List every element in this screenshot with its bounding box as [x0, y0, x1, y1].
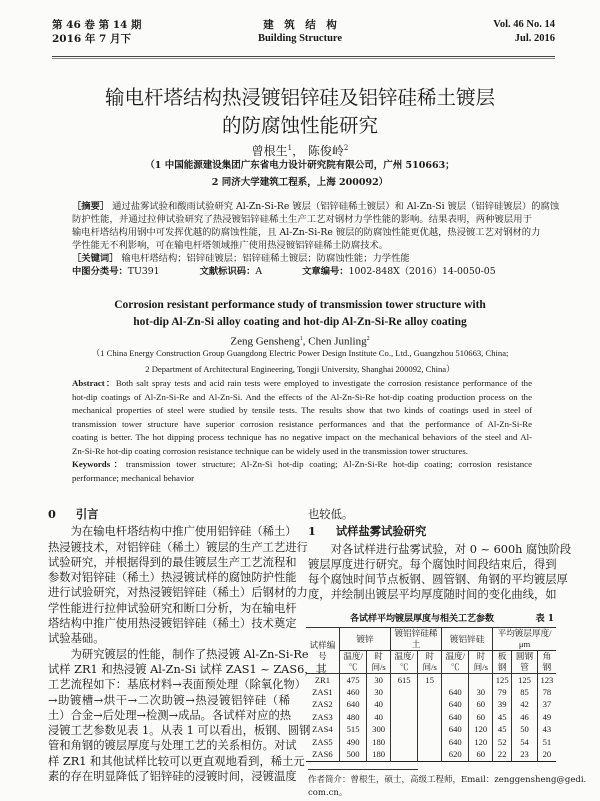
table-cell: 620 [442, 749, 469, 762]
footnote-rule [308, 769, 418, 770]
article-no: 1002-848X（2016）14-0050-05 [348, 266, 496, 277]
table-cell: 640 [339, 699, 366, 712]
clc: TU391 [127, 266, 160, 277]
title-line: 输电杆塔结构热浸镀铝锌硅及铝锌硅稀土镀层 [104, 86, 495, 109]
table-cell [442, 674, 469, 687]
footnote [308, 774, 587, 800]
paper-title [0, 84, 600, 140]
table-cell [390, 736, 417, 749]
clc-label: 中图分类号： [72, 266, 128, 277]
doc-code: A [255, 266, 263, 277]
table-cell: 37 [537, 699, 556, 712]
keywords-en: transmission tower structure; Al-Zn-Si hot-dip coating; Al-Zn-Si-Re hot-dip coating; corrosion resistance [126, 459, 532, 469]
table-cell: 30 [469, 686, 493, 699]
author-en: Chen Junling [308, 335, 367, 348]
table-cell: 460 [339, 686, 366, 699]
table-cell: 640 [442, 686, 469, 699]
abstract-label: ［摘要］ [72, 201, 110, 212]
table-row [306, 749, 556, 762]
text-line: 学性能进行拉伸试验研究和断口分析，为在输电杆 [48, 601, 297, 615]
volume-issue: 第 46 卷 第 14 期 [52, 19, 142, 31]
table-cell: 640 [442, 699, 469, 712]
table-cell: 60 [469, 699, 493, 712]
table-cell: 120 [469, 724, 493, 737]
table-cell: 30 [367, 674, 391, 687]
table-row [306, 674, 556, 687]
table-cell: 30 [367, 686, 391, 699]
table-cell: 52 [493, 736, 512, 749]
table-cell: 123 [537, 674, 556, 687]
affiliation: 2 同济大学建筑工程系，上海 200092） [211, 177, 389, 188]
text-line: 度，并绘制出镀层平均厚度随时间的变化曲线，如 [308, 588, 557, 602]
table-cell: ZAS3 [306, 711, 339, 724]
table-cell: 45 [493, 711, 512, 724]
abstract-line: 防护性能，并通过拉伸试验研究了热浸镀铝锌硅稀土生产工艺对钢材力学性能的影响。结果表明，两种镀层用于 [72, 214, 532, 225]
journal-name-en: Building Structure [257, 33, 343, 44]
coating-table [306, 627, 556, 762]
table-cell: 640 [442, 736, 469, 749]
author-sup: 2 [366, 336, 370, 342]
table-cell: 46 [512, 711, 538, 724]
text-line: 样 ZR1 和其他试样比较可以更直观地看到，稀土元 [48, 754, 305, 768]
paragraph [308, 542, 572, 603]
author: 曾根生 [251, 144, 288, 158]
table-cell: 40 [367, 711, 391, 724]
abstract-zh [72, 200, 560, 278]
group-thickness: 平均镀层厚度/μm [493, 628, 556, 651]
keywords-en-label: Keywords： [72, 459, 127, 469]
table-cell: 180 [367, 749, 391, 762]
right-column [308, 507, 572, 603]
text-line: 试样 ZR1 和热浸镀 Al-Zn-Si 试样 ZAS1 ~ ZAS6，其 [48, 662, 327, 676]
table-cell: 39 [493, 699, 512, 712]
text-line: 工艺流程如下：基底材料→表面预处理（除氧化物） [48, 678, 306, 692]
col-angle: 角钢 [537, 651, 556, 674]
table-cell [390, 711, 417, 724]
affiliations-en [0, 346, 600, 377]
table-cell [418, 749, 442, 762]
journal-volume [52, 18, 142, 46]
text-line: 塔结构中推广使用热浸镀铝锌硅（稀土）技术奠定 [48, 617, 297, 631]
footnote-line: com.cn。 [308, 788, 348, 798]
affiliation-en: 2 Department of Architectural Engineering, Tongji University, Shanghai 200092, China） [145, 363, 455, 374]
authors-en: Zeng Gensheng$^1$, Chen Junling$^2$ [230, 335, 370, 348]
separator: ， [292, 144, 308, 158]
table-cell: 78 [537, 686, 556, 699]
table-cell: 50 [512, 724, 538, 737]
abstract-en-line: hot-dip coatings of Al-Zn-Si-Re and Al-Zn-Si. And the effects of the Al-Zn-Si-Re hot-dip coating production process on the [72, 391, 532, 402]
col-temp: 温度/℃ [339, 651, 366, 674]
keywords-en: performance; mechanical behavior [72, 472, 195, 483]
table-cell [390, 699, 417, 712]
text-line: 热浸镀技术，对铝锌硅（稀土）镀层的生产工艺进行 [48, 540, 308, 554]
table-cell: 22 [493, 749, 512, 762]
table-cell [418, 711, 442, 724]
table-cell: 42 [512, 699, 538, 712]
table-cell: 480 [339, 711, 366, 724]
text-line: 对各试样进行盐雾试验，对 0 ~ 600h 腐蚀阶段 [308, 542, 572, 556]
table-cell [390, 749, 417, 762]
col-temp: 温度/℃ [390, 651, 417, 674]
table-cell [418, 736, 442, 749]
doc-code-label: 文献标识码： [199, 266, 256, 277]
table-cell: ZAS2 [306, 699, 339, 712]
col-time: 时间/s [469, 651, 493, 674]
text-line: 为研究镀层的性能，制作了热浸镀 Al-Zn-Si-Re [48, 647, 309, 661]
abstract-en-line: Both salt spray tests and acid rain tests were employed to investigate the corrosion resistance performance of the [115, 378, 532, 388]
section-title: 试样盐雾试验研究 [335, 524, 427, 539]
table-cell: 49 [537, 711, 556, 724]
table-cell: 60 [469, 749, 493, 762]
col-temp: 温度/℃ [442, 651, 469, 674]
author: 陈俊岭 [307, 144, 344, 158]
table-caption [308, 611, 554, 624]
abstract-en-line: mechanical properties of steel were studied by tensile tests. The results show that two kinds of coatings used in steel of [72, 405, 532, 415]
table-cell: 125 [512, 674, 538, 687]
group-zinc: 镀锌 [339, 628, 390, 651]
author-sup: 1 [287, 144, 293, 152]
table-title: 各试样平均镀层厚度与相关工艺参数 [350, 614, 495, 624]
author-en: Zeng Gensheng [230, 335, 300, 348]
text-line: 进行试验研究，对热浸镀铝锌硅（稀土）后钢材的力 [48, 586, 308, 600]
abstract-line: 学性能无不利影响，可在输电杆塔领域推广使用热浸镀铝锌硅稀土防腐技术。 [72, 240, 389, 251]
table-cell [418, 686, 442, 699]
table-row [306, 686, 556, 699]
table-cell: 500 [339, 749, 366, 762]
table-cell: 51 [537, 736, 556, 749]
journal-volume-en [493, 18, 555, 46]
text-line: 为在输电杆塔结构中推广使用铝锌硅（稀土） [48, 525, 297, 539]
table-cell: 300 [367, 724, 391, 737]
issue-date: 2016 年 7 月下 [52, 33, 131, 45]
col-time: 时间/s [367, 651, 391, 674]
text-line: 参数对铝锌硅（稀土）热浸镀试样的腐蚀防护性能 [48, 571, 297, 585]
table-cell: 640 [442, 711, 469, 724]
volume-en: Vol. 46 No. 14 [493, 19, 555, 30]
paragraph [48, 524, 308, 646]
affiliation: （1 中国能源建设集团广东省电力设计研究院有限公司，广州 510663； [145, 160, 455, 171]
table-cell: 43 [537, 724, 556, 737]
title-en-line: hot-dip Al-Zn-Si alloy coating and hot-dip Al-Zn-Si-Re alloy coating [133, 316, 467, 328]
continued-text: 也较低。 [308, 508, 354, 521]
author-sup: 2 [343, 144, 349, 152]
title-en-line: Corrosion resistant performance study of transmission tower structure with [114, 299, 486, 311]
date-en: Jul. 2016 [514, 33, 555, 44]
table-cell [469, 674, 493, 687]
table-cell: 45 [493, 724, 512, 737]
table-cell [390, 686, 417, 699]
text-line: 每个腐蚀时间节点板钢、圆管钢、角钢的平均镀层厚 [308, 573, 568, 587]
table-cell: ZAS4 [306, 724, 339, 737]
table-cell: 125 [493, 674, 512, 687]
col-plate: 板钢 [493, 651, 512, 674]
title-line: 的防腐蚀性能研究 [221, 114, 378, 137]
header-rule [52, 56, 555, 59]
abstract-en-label: Abstract： [72, 378, 116, 388]
journal-name [220, 18, 380, 46]
keywords-label: ［关键词］ [72, 253, 119, 264]
table-cell: 490 [339, 736, 366, 749]
abstract-en-line: Zn-Si-Re hot-dip coating corrosion resistance technique can be widely used in the transmission tower structures. [72, 445, 469, 456]
table-cell: 615 [390, 674, 417, 687]
table-cell: 15 [418, 674, 442, 687]
text-line: 浸镀工艺参数见表 1。从表 1 可以看出，板钢、圆钢 [48, 724, 311, 738]
text-line: 素的存在明显降低了铝锌硅的浸镀时间，浸镀温度 [48, 770, 297, 784]
table-label: 表 1 [535, 614, 554, 624]
table-cell: 23 [512, 749, 538, 762]
table-cell: 475 [339, 674, 366, 687]
table-row [306, 711, 556, 724]
text-line: 镀层厚度进行研究。每个腐蚀时间段结束后，得到 [308, 557, 557, 571]
col-tube: 圆钢管 [512, 651, 538, 674]
table-cell: ZR1 [306, 674, 339, 687]
footnote-line: 作者简介：曾根生，硕士，高级工程师，Email：zenggensheng@gedi. [308, 775, 587, 785]
col-time: 时间/s [418, 651, 442, 674]
abstract-line: 通过盐雾试验和酸雨试验研究 Al-Zn-Si-Re 镀层（铝锌硅稀土镀层）和 Al-Zn-Si 镀层（铝锌硅镀层）的腐蚀 [112, 201, 560, 212]
article-no-label: 文章编号： [302, 266, 349, 277]
abstract-en-line: coating is better. The hot dipping process technique has no negative impact on the mechanical behaviors of the steel and Al- [72, 432, 532, 442]
section-title: 引言 [75, 507, 99, 521]
table-cell: 180 [367, 736, 391, 749]
abstract-en-line: transmission tower structure have superior corrosion resistance performances and that the performance of Al-Zn-Si-Re [72, 418, 532, 429]
abstract-line: 输电杆塔结构用钢中可发挥优越的防腐蚀性能，且 Al-Zn-Si-Re 镀层的防腐蚀性能更优越，热浸镀工艺对钢材的力 [72, 227, 541, 238]
table-cell: ZAS6 [306, 749, 339, 762]
text-line: 土）合金→后处理→检测→成品。各试样对应的热 [48, 708, 292, 722]
table-cell: 54 [512, 736, 538, 749]
table-cell [418, 724, 442, 737]
table-cell: 79 [493, 686, 512, 699]
table-cell: ZAS5 [306, 736, 339, 749]
section-number: 0 [48, 507, 56, 521]
keywords: 输电杆塔结构；铝锌硅镀层；铝锌硅稀土镀层；防腐蚀性能；力学性能 [121, 253, 410, 264]
text-line: →助镀槽→烘干→二次助镀→热浸镀铝锌硅（稀 [48, 693, 290, 707]
table-cell: 85 [512, 686, 538, 699]
table-cell: 640 [442, 724, 469, 737]
text-line: 试验基础。 [48, 632, 105, 646]
table-cell: 20 [537, 749, 556, 762]
table-cell: 60 [469, 711, 493, 724]
text-line: 试验研究，并根据得到的最佳镀层生产工艺流程和 [48, 555, 297, 569]
table-cell: ZAS1 [306, 686, 339, 699]
title-en [0, 297, 600, 331]
table-cell [390, 724, 417, 737]
journal-name-zh: 建 筑 结 构 [263, 19, 337, 31]
group-alznsi: 镀铝锌硅 [442, 628, 493, 651]
table-row [306, 699, 556, 712]
author-sup: 1 [299, 336, 303, 342]
table-cell: 40 [367, 699, 391, 712]
table-cell: 120 [469, 736, 493, 749]
table-cell [418, 699, 442, 712]
abstract-en [72, 377, 532, 485]
table-cell: 515 [339, 724, 366, 737]
table-row [306, 724, 556, 737]
table-row [306, 736, 556, 749]
affiliation-en: （1 China Energy Construction Group Guangdong Electric Power Design Institute Co., Ltd., Guangzhou 510663, China; [91, 348, 509, 358]
col-sample: 试样编号 [306, 628, 339, 674]
affiliations [0, 157, 600, 191]
text-line: 管和角钢的镀层厚度与处理工艺的关系相仿。对试 [48, 739, 297, 753]
section-number: 1 [308, 524, 316, 539]
group-alznsire: 镀铝锌硅稀土 [390, 628, 441, 651]
